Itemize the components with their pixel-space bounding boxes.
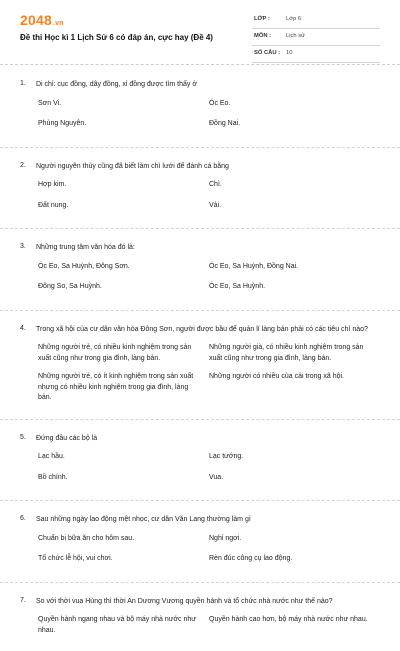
answer-option[interactable]: Những người trẻ, có nhiều kinh nghiệm trong sản xuất cũng như trong gia đình, làng bản. [38,343,209,364]
question-text: So với thời vua Hùng thì thời An Dương Vương quyền hành và tổ chức nhà nước như thế nào? [36,597,380,608]
question-number: 7. [20,597,36,604]
question-text: Những trung tâm văn hóa đó là: [36,243,380,254]
answer-options [20,343,380,412]
meta-label: MÔN : [254,33,271,39]
answer-option[interactable]: Lạc hầu. [38,452,209,463]
question-item [0,420,400,502]
question-stem [20,434,380,445]
answer-option[interactable]: Tổ chức lễ hội, vui chơi. [38,554,209,565]
question-number: 1. [20,80,36,87]
question-stem [20,515,380,526]
answer-options [20,452,380,493]
meta-row-class [252,13,380,29]
answer-option[interactable]: Hợp kim. [38,180,209,191]
question-number: 4. [20,325,36,332]
page-header [0,0,400,62]
question-item [0,583,400,651]
question-text: Đứng đầu các bộ là [36,434,380,445]
question-list [0,66,400,651]
answer-option[interactable]: Phùng Nguyên. [38,119,209,130]
answer-options [20,534,380,575]
answer-option[interactable]: Những người già, có nhiều kinh nghiệm trong sản xuất cũng như trong gia đình, làng bản. [209,343,380,364]
answer-option[interactable]: Những người có nhiều của cải trong xã hội. [209,372,380,402]
answer-option[interactable]: Bồ chính. [38,473,209,484]
answer-option[interactable]: Quyền hành ngang nhau và bộ máy nhà nước như nhau. [38,615,209,636]
answer-option[interactable]: Óc Eo, Sa Huỳnh, Đông Sơn. [38,262,209,273]
meta-value: Lịch sử [286,33,305,39]
question-stem [20,597,380,608]
answer-option[interactable]: Óc Eo, Sa Huỳnh, Đồng Nai. [209,262,380,273]
answer-options [20,180,380,221]
answer-option[interactable]: Lạc tướng. [209,452,380,463]
meta-value: 10 [286,50,292,56]
answer-option[interactable]: Quyền hành cao hơn, bộ máy nhà nước như nhau. [209,615,380,634]
answer-option[interactable]: Đồng Nai. [209,119,380,130]
document-title: Đề thi Học kì 1 Lịch Sử 6 có đáp án, cực hay (Đề 4) [20,33,240,42]
question-stem [20,80,380,91]
question-stem [20,162,380,173]
question-number: 5. [20,434,36,441]
question-item [0,148,400,230]
answer-option[interactable]: Chì. [209,180,380,191]
answer-option[interactable]: Những người trẻ, có ít kinh nghiệm trong sản xuất nhưng có nhiều kinh nghiệm trong gia đình, làng bản. [38,372,209,404]
logo-text: 2048 [20,12,52,28]
meta-row-subject [252,30,380,46]
site-logo[interactable] [20,12,64,28]
question-number: 2. [20,162,36,169]
meta-label: SỐ CÂU : [254,50,280,56]
answer-option[interactable]: Đông So, Sa Huỳnh. [38,282,209,293]
question-stem [20,243,380,254]
header-divider [0,64,400,65]
answer-options [20,99,380,140]
question-text: Người nguyên thủy cũng đã biết làm chì lưới để đánh cá bằng [36,162,380,173]
answer-option[interactable]: Chuẩn bị bữa ăn cho hôm sau. [38,534,209,545]
question-text: Sau những ngày lao động mệt nhọc, cư dân Văn Lang thường làm gì [36,515,380,526]
logo-suffix: .vn [53,20,64,27]
question-number: 3. [20,243,36,250]
meta-row-count [252,47,380,63]
answer-option[interactable]: Sơn Vi. [38,99,209,110]
answer-option[interactable]: Vua. [209,473,380,484]
question-item [0,66,400,148]
answer-option[interactable]: Óc Eo, Sa Huỳnh. [209,282,380,293]
answer-options [20,615,380,644]
question-number: 6. [20,515,36,522]
answer-option[interactable]: Vải. [209,201,380,212]
answer-option[interactable]: Nghỉ ngơi. [209,534,380,545]
answer-option[interactable]: Đất nung. [38,201,209,212]
answer-option[interactable]: Rèn đúc công cụ lao động. [209,554,380,565]
question-text: Di chỉ: cục đồng, dây đồng, xỉ đồng được tìm thấy ở [36,80,380,91]
question-item [0,311,400,420]
answer-option[interactable]: Óc Eo. [209,99,380,110]
question-item [0,229,400,311]
meta-value: Lớp 6 [286,16,301,22]
answer-options [20,262,380,303]
meta-label: LỚP : [254,16,270,22]
meta-table [252,13,380,64]
question-stem [20,325,380,336]
question-item [0,501,400,583]
question-text: Trong xã hội của cư dân văn hóa Đông Sơn, người được bầu để quản lí làng bản phải có các tiêu chí nào? [36,325,380,336]
